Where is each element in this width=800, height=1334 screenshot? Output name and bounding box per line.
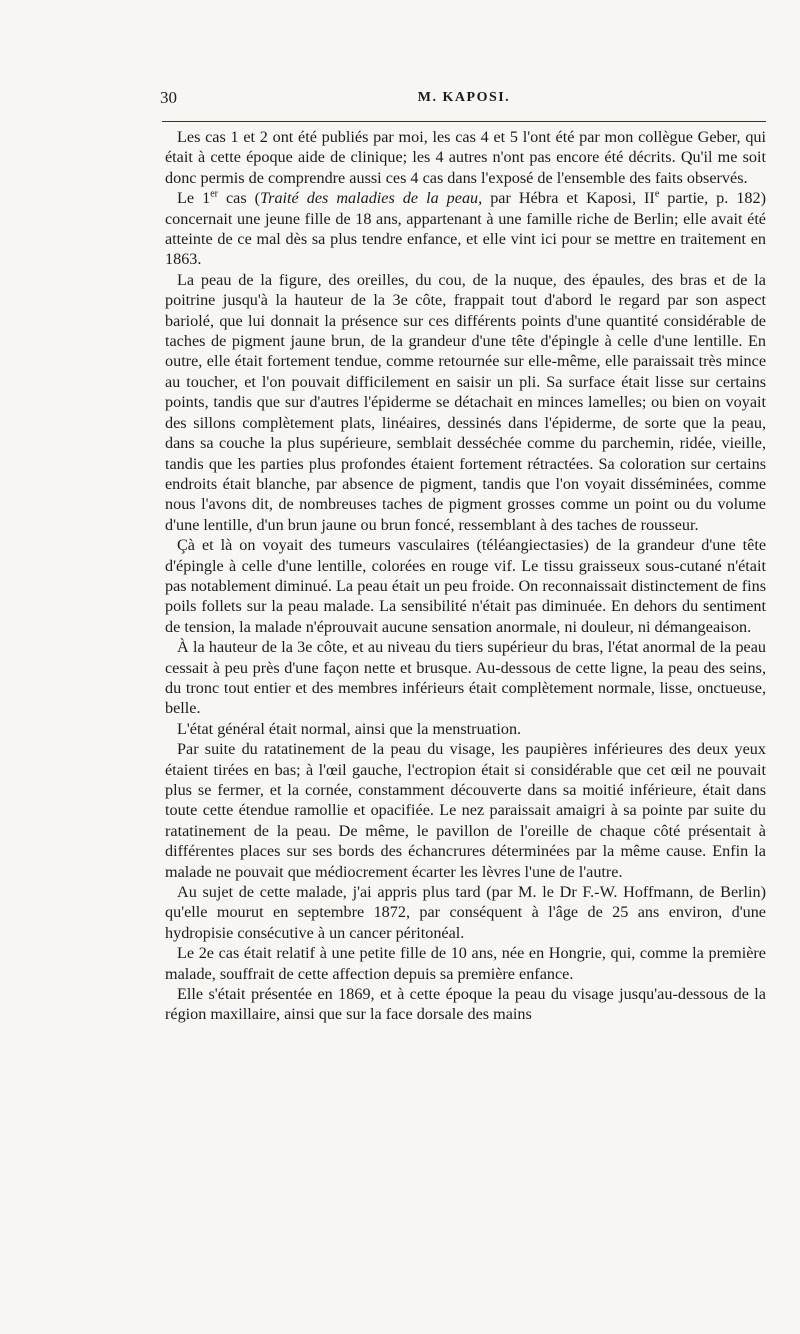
paragraph-1: Les cas 1 et 2 ont été publiés par moi, les cas 4 et 5 l'ont été par mon collègue Geber, qui était à cette époque aide de clinique; les 4 autres n'ont pas encore été décrits. Qu'il me soit donc permis de comprendre aussi ces 4 cas dans l'exposé de l'ensemble des faits observés. <box>165 128 766 187</box>
body-text <box>165 127 766 1025</box>
paragraph-7: Par suite du ratatinement de la peau du visage, les paupières inférieures des deux yeux étaient tirées en bas; à l'œil gauche, l'ectropion était si considérable que cet œil ne pouvait plus se fermer, et la cornée, constamment découverte dans sa moitié inférieure, était dans toute cette étendue ramollie et opacifiée. Le nez paraissait amaigri à sa pointe par suite du ratatinement de la peau. De même, le pavillon de l'oreille de chaque côté présentait à différentes places sur ses bords des échancrures déterminées par la même cause. Enfin la malade ne pouvait que médiocrement écarter les lèvres l'une de l'autre. <box>165 740 766 881</box>
p2-lead-sup: er <box>210 188 218 200</box>
paragraph-5: À la hauteur de la 3e côte, et au niveau du tiers supérieur du bras, l'état anormal de la peau cessait à peu près d'une façon nette et brusque. Au-dessous de cette ligne, la peau des seins, du tronc tout entier et des membres inférieurs était complètement normale, lisse, onctueuse, belle. <box>165 638 766 718</box>
p2-book-title: Traité des maladies de la peau, <box>260 189 483 208</box>
p2-lead-after: cas ( <box>217 189 261 208</box>
p2-lead: Le 1 <box>177 189 211 208</box>
page-header <box>160 88 768 112</box>
paragraph-4: Çà et là on voyait des tumeurs vasculaires (téléangiectasies) de la grandeur d'une tête d'épingle à celle d'une lentille, colorées en rouge vif. Le tissu graisseux sous-cutané n'était pas notablement diminué. La peau était un peu froide. On reconnaissait distinctement de fins poils follets sur la peau malade. La sensibilité n'était pas diminuée. En dehors du sentiment de tension, la malade n'éprouvait aucune sensation anormale, ni douleur, ni démangeaison. <box>165 536 766 636</box>
page-number: 30 <box>160 88 177 107</box>
p2-after-title: par Hébra et Kaposi, II <box>482 189 655 208</box>
p2-rest: partie, p. 182) concernait une jeune fille de 18 ans, appartenant à une famille riche de Berlin; elle avait été atteinte de ce mal dès sa plus tendre enfance, et elle vint ici pour se mettre en traitement en 1863. <box>165 189 766 269</box>
paragraph-6: L'état général était normal, ainsi que la menstruation. <box>177 719 522 738</box>
paragraph-2 <box>165 188 766 270</box>
header-rule <box>162 121 766 122</box>
paragraph-9: Le 2e cas était relatif à une petite fille de 10 ans, née en Hongrie, qui, comme la première malade, souffrait de cette affection depuis sa première enfance. <box>165 944 766 983</box>
p2-part-sup: e <box>654 188 660 200</box>
running-head: M. KAPOSI. <box>417 90 511 105</box>
paragraph-3: La peau de la figure, des oreilles, du cou, de la nuque, des épaules, des bras et de la poitrine jusqu'à la hauteur de la 3e côte, frappait tout d'abord le regard par son aspect bariolé, que lui donnait la présence sur ces différents points d'une quantité considérable de taches de pigment jaune brun, de la grandeur d'une tête d'épingle à celle d'une lentille. En outre, elle était fortement tendue, comme retournée sur elle-même, elle paraissait très mince au toucher, et l'on pouvait difficilement en saisir un pli. Sa surface était lisse sur certains points, tandis que sur d'autres l'épiderme se détachait en minces lamelles; ou bien on voyait des sillons complètement plats, linéaires, dessinés dans l'épiderme, de sorte que la peau, dans sa couche la plus supérieure, semblait desséchée comme du parchemin, ridée, vieille, tandis que les parties plus profondes étaient fortement rétractées. Sa coloration sur certains endroits était blanche, par absence de pigment, tandis que l'on voyait disséminées, comme nous l'avons dit, de nombreuses taches de pigment grosses comme un point ou du volume d'une lentille, d'un brun jaune ou brun foncé, ressemblant à des taches de rousseur. <box>165 270 766 534</box>
paragraph-8: Au sujet de cette malade, j'ai appris plus tard (par M. le Dr F.-W. Hoffmann, de Berlin) qu'elle mourut en septembre 1872, par conséquent à l'âge de 25 ans environ, d'une hydropisie consécutive à un cancer péritonéal. <box>165 883 766 942</box>
paragraph-10: Elle s'était présentée en 1869, et à cette époque la peau du visage jusqu'au-dessous de la région maxillaire, ainsi que sur la face dorsale des mains <box>165 985 766 1024</box>
